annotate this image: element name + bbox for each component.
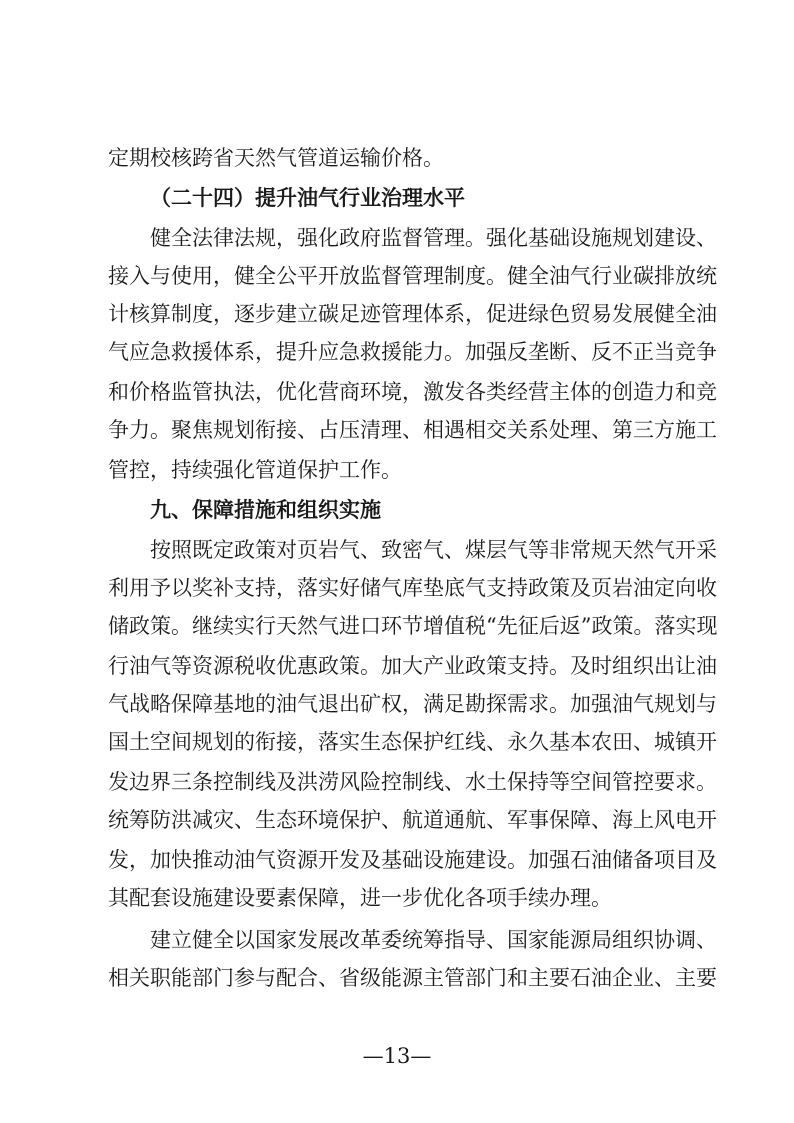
body-text-line: 利用予以奖补支持，落实好储气库垫底气支持政策及页岩油定向收 xyxy=(108,576,717,600)
body-text-line: 和价格监管执法，优化营商环境，激发各类经营主体的创造力和竞 xyxy=(108,380,717,404)
body-text-line: 其配套设施建设要素保障，进一步优化各项手续办理。 xyxy=(108,886,612,910)
body-text-line: 行油气等资源税收优惠政策。加大产业政策支持。及时组织出让油 xyxy=(108,654,717,678)
body-text-line: 管控，持续强化管道保护工作。 xyxy=(108,458,402,482)
body-text-line: 接入与使用，健全公平开放监督管理制度。健全油气行业碳排放统 xyxy=(108,264,717,288)
paragraph-first-line: 建立健全以国家发展改革委统筹指导、国家能源局组织协调、 xyxy=(150,928,717,952)
body-text-line: 国土空间规划的衔接，落实生态保护红线、永久基本农田、城镇开 xyxy=(108,730,717,754)
paragraph-first-line: 按照既定政策对页岩气、致密气、煤层气等非常规天然气开采 xyxy=(150,538,717,562)
body-text-line: 储政策。继续实行天然气进口环节增值税“先征后返”政策。落实现 xyxy=(108,614,718,638)
section-heading: （二十四）提升油气行业治理水平 xyxy=(150,186,465,210)
body-text-line: 气应急救援体系，提升应急救援能力。加强反垄断、反不正当竞争 xyxy=(108,340,717,364)
chapter-heading: 九、保障措施和组织实施 xyxy=(150,498,381,522)
body-text-line: 统筹防洪减灾、生态环境保护、航道通航、军事保障、海上风电开 xyxy=(108,808,717,832)
page-number: —13— xyxy=(362,1044,432,1068)
body-text-line: 定期校核跨省天然气管道运输价格。 xyxy=(108,146,444,170)
body-text-line: 发，加快推动油气资源开发及基础设施建设。加强石油储备项目及 xyxy=(108,848,717,872)
body-text-line: 争力。聚焦规划衔接、占压清理、相遇相交关系处理、第三方施工 xyxy=(108,418,717,442)
body-text-line: 气战略保障基地的油气退出矿权，满足勘探需求。加强油气规划与 xyxy=(108,692,717,716)
paragraph-first-line: 健全法律法规，强化政府监督管理。强化基础设施规划建设、 xyxy=(150,226,717,250)
body-text-line: 发边界三条控制线及洪涝风险控制线、水土保持等空间管控要求。 xyxy=(108,770,717,794)
body-text-line: 计核算制度，逐步建立碳足迹管理体系，促进绿色贸易发展健全油 xyxy=(108,302,717,326)
body-text-line: 相关职能部门参与配合、省级能源主管部门和主要石油企业、主要 xyxy=(108,966,717,990)
